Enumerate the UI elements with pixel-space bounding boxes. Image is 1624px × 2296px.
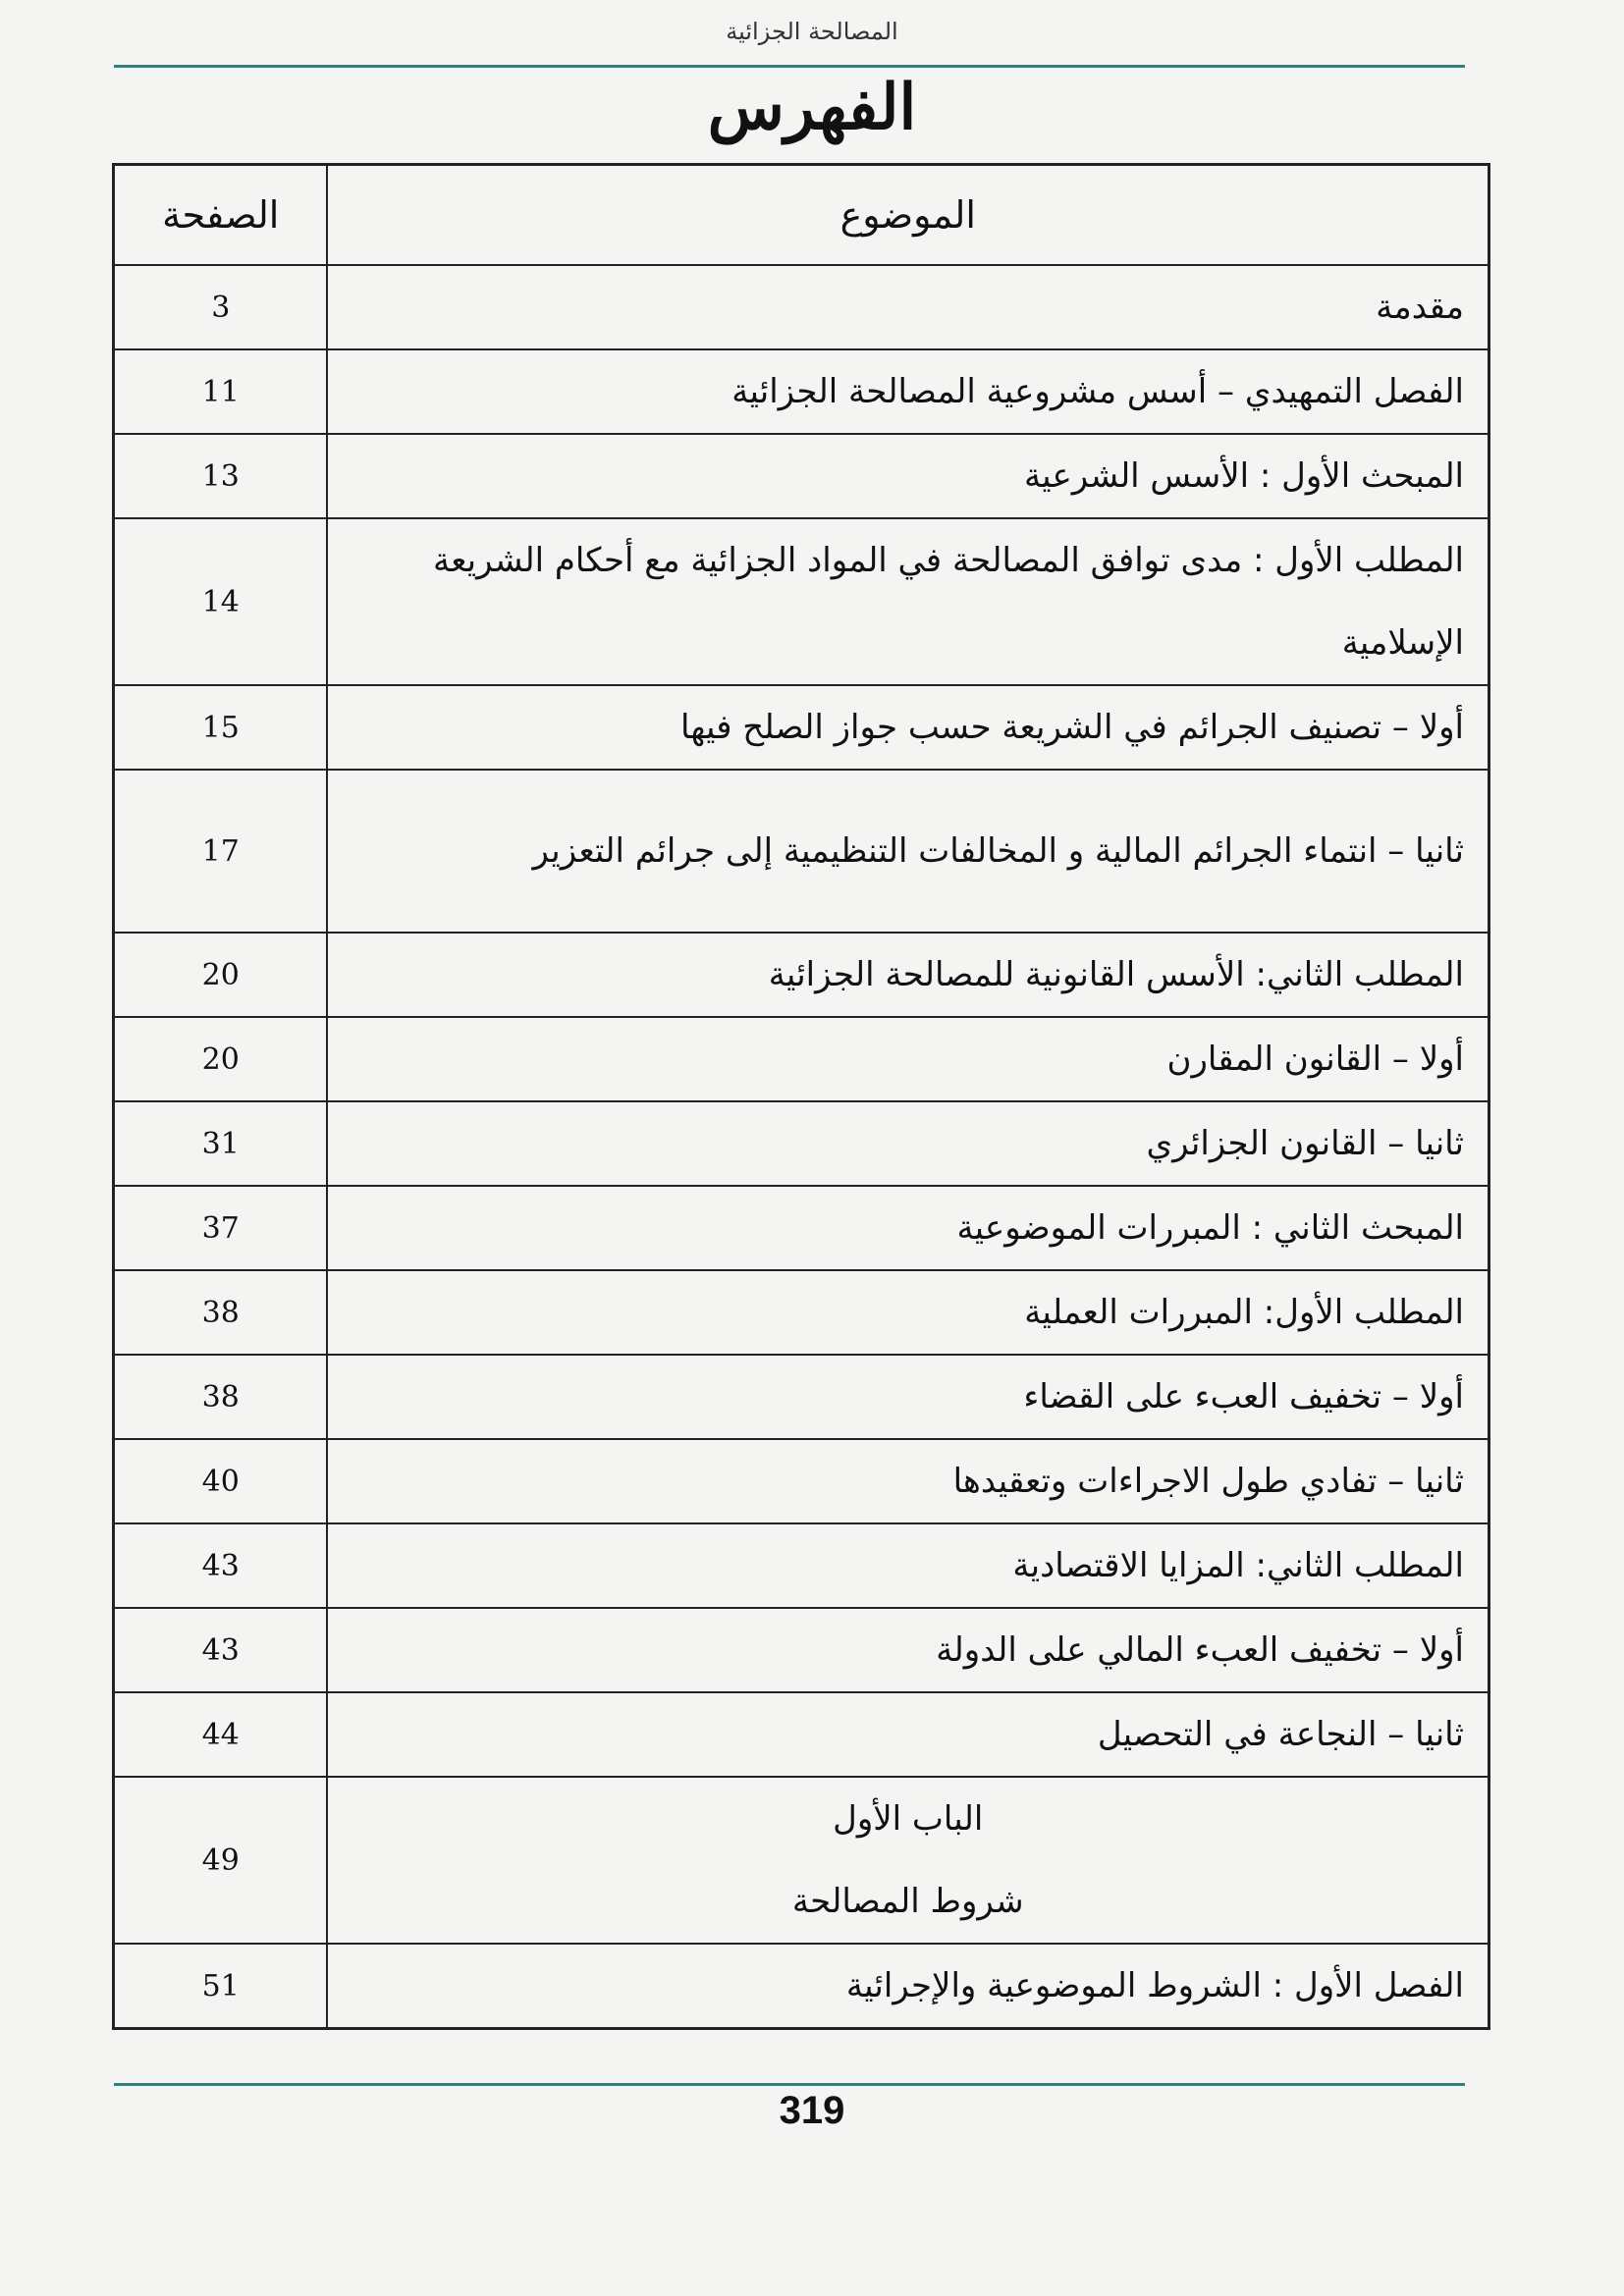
toc-page: 20 <box>114 933 328 1017</box>
toc-page: 40 <box>114 1439 328 1523</box>
toc-topic: المطلب الأول : مدى توافق المصالحة في المواد الجزائية مع أحكام الشريعة الإسلامية <box>327 518 1489 685</box>
toc-page: 49 <box>114 1777 328 1944</box>
table-row <box>114 1777 1489 1944</box>
table-row <box>114 1439 1489 1523</box>
toc-page: 43 <box>114 1523 328 1608</box>
toc-topic: المبحث الأول : الأسس الشرعية <box>327 434 1489 518</box>
table-row <box>114 1017 1489 1101</box>
toc-topic: ثانيا – تفادي طول الاجراءات وتعقيدها <box>327 1439 1489 1523</box>
toc-page: 17 <box>114 770 328 933</box>
toc-topic: الفصل التمهيدي – أسس مشروعية المصالحة الجزائية <box>327 349 1489 434</box>
table-of-contents <box>112 163 1490 2030</box>
toc-page: 38 <box>114 1270 328 1355</box>
header-rule <box>114 65 1465 68</box>
table-row <box>114 1608 1489 1692</box>
running-header: المصالحة الجزائية <box>726 18 898 45</box>
toc-page: 3 <box>114 265 328 349</box>
toc-topic: أولا – تخفيف العبء المالي على الدولة <box>327 1608 1489 1692</box>
column-header-topic: الموضوع <box>327 165 1489 266</box>
toc-topic: المطلب الأول: المبررات العملية <box>327 1270 1489 1355</box>
table-row <box>114 1186 1489 1270</box>
toc-topic: أولا – تصنيف الجرائم في الشريعة حسب جواز الصلح فيها <box>327 685 1489 770</box>
part-subtitle: شروط المصالحة <box>791 1882 1024 1921</box>
page-number: 319 <box>779 2089 845 2132</box>
table-row <box>114 1944 1489 2029</box>
table-row <box>114 1692 1489 1777</box>
column-header-page: الصفحة <box>114 165 328 266</box>
table-row <box>114 685 1489 770</box>
toc-topic: أولا – تخفيف العبء على القضاء <box>327 1355 1489 1439</box>
table-row <box>114 1101 1489 1186</box>
toc-page: 11 <box>114 349 328 434</box>
table-row <box>114 770 1489 933</box>
table-row <box>114 265 1489 349</box>
toc-page: 20 <box>114 1017 328 1101</box>
toc-page: 38 <box>114 1355 328 1439</box>
table-row <box>114 933 1489 1017</box>
toc-page: 37 <box>114 1186 328 1270</box>
toc-topic-part-heading <box>327 1777 1489 1944</box>
toc-page: 13 <box>114 434 328 518</box>
page-title: الفهرس <box>707 71 917 144</box>
toc-topic: ثانيا – انتماء الجرائم المالية و المخالفات التنظيمية إلى جرائم التعزير <box>327 770 1489 933</box>
footer-rule <box>114 2083 1465 2086</box>
toc-page: 43 <box>114 1608 328 1692</box>
part-title: الباب الأول <box>833 1799 984 1839</box>
toc-topic: ثانيا – القانون الجزائري <box>327 1101 1489 1186</box>
table-row <box>114 349 1489 434</box>
toc-topic: أولا – القانون المقارن <box>327 1017 1489 1101</box>
toc-topic: الفصل الأول : الشروط الموضوعية والإجرائية <box>327 1944 1489 2029</box>
toc-page: 15 <box>114 685 328 770</box>
table-row <box>114 1355 1489 1439</box>
toc-page: 31 <box>114 1101 328 1186</box>
toc-page: 14 <box>114 518 328 685</box>
toc-topic: المبحث الثاني : المبررات الموضوعية <box>327 1186 1489 1270</box>
toc-page: 44 <box>114 1692 328 1777</box>
toc-topic: المطلب الثاني: المزايا الاقتصادية <box>327 1523 1489 1608</box>
toc-topic: مقدمة <box>327 265 1489 349</box>
toc-topic: ثانيا – النجاعة في التحصيل <box>327 1692 1489 1777</box>
table-row <box>114 434 1489 518</box>
toc-page: 51 <box>114 1944 328 2029</box>
table-row <box>114 518 1489 685</box>
toc-topic: المطلب الثاني: الأسس القانونية للمصالحة الجزائية <box>327 933 1489 1017</box>
table-row <box>114 1270 1489 1355</box>
table-row <box>114 1523 1489 1608</box>
